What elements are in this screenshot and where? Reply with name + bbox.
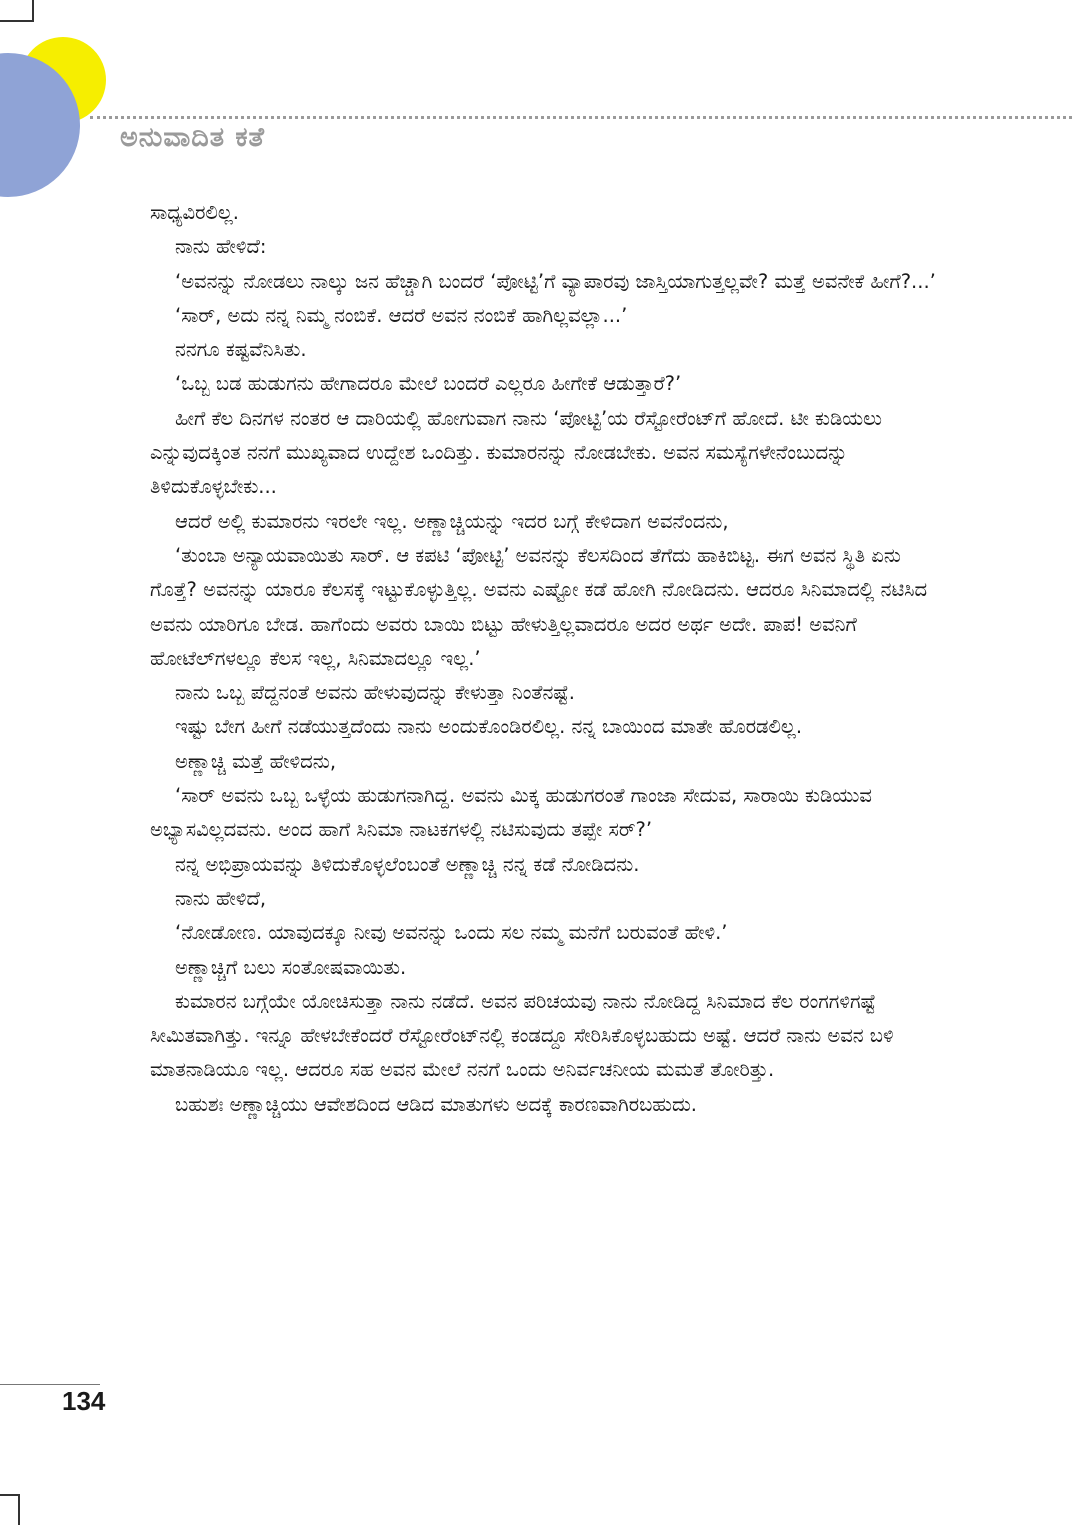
paragraph: ನಾನು ಹೇಳಿದೆ: [175,235,267,259]
paragraph: ‘ಒಬ್ಬ ಬಡ ಹುಡುಗನು ಹೇಗಾದರೂ ಮೇಲೆ ಬಂದರೆ ಎಲ್ಲರೂ ಹೀಗೇಕೆ ಆಡುತ್ತಾರೆ?’ [175,372,682,396]
section-title: ಅನುವಾದಿತ ಕತೆ [120,122,265,153]
page-number: 134 [62,1386,106,1416]
crop-mark-bottom-left-vertical [18,1494,20,1525]
paragraph: ಬಹುಶಃ ಅಣ್ಣಾಚ್ಚಿಯು ಆವೇಶದಿಂದ ಆಡಿದ ಮಾತುಗಳು ಅದಕ್ಕೆ ಕಾರಣವಾಗಿರಬಹುದು. [175,1092,697,1116]
paragraph: ಸಾಧ್ಯವಿರಲಿಲ್ಲ. [150,201,239,224]
paragraph: ‘ತುಂಬಾ ಅನ್ಯಾಯವಾಯಿತು ಸಾರ್. ಆ ಕಪಟಿ ‘ಪೋಟ್ಟಿ’ ಅವನನ್ನು ಕೆಲಸದಿಂದ ತೆಗೆದು ಹಾಕಿಬಿಟ್ಟ. ಈಗ ಅವನ ಸ್ಥಿತಿ ಏನು ಗೊತ್ತೆ? ಅವನನ್ನು ಯಾರೂ ಕೆಲಸಕ್ಕೆ ಇಟ್ಟುಕೊಳ್ಳುತ್ತಿಲ್ಲ. ಅವನು ಎಷ್ಟೋ ಕಡೆ ಹೋಗಿ ನೋಡಿದನು. ಆದರೂ ಸಿನಿಮಾದಲ್ಲಿ ನಟಿಸಿದ ಅವನು ಯಾರಿಗೂ ಬೇಡ. ಹಾಗೆಂದು ಅವರು ಬಾಯಿ ಬಿಟ್ಟು ಹೇಳುತ್ತಿಲ್ಲವಾದರೂ ಅದರ ಅರ್ಥ ಅದೇ. ಪಾಪ! ಅವನಿಗೆ ಹೋಟೆಲ್‌ಗಳಲ್ಲೂ ಕೆಲಸ ಇಲ್ಲ, ಸಿನಿಮಾದಲ್ಲೂ ಇಲ್ಲ.’ [150,543,928,670]
footer-rule [0,1384,100,1385]
paragraph: ನನ್ನ ಅಭಿಪ್ರಾಯವನ್ನು ತಿಳಿದುಕೊಳ್ಳಲೆಂಬಂತೆ ಅಣ್ಣಾಚ್ಚಿ ನನ್ನ ಕಡೆ ನೋಡಿದನು. [175,852,640,876]
paragraph: ‘ಸಾರ್ ಅವನು ಒಬ್ಬ ಒಳ್ಳೆಯ ಹುಡುಗನಾಗಿದ್ದ. ಅವನು ಮಿಕ್ಕ ಹುಡುಗರಂತೆ ಗಾಂಜಾ ಸೇದುವ, ಸಾರಾಯಿ ಕುಡಿಯುವ ಅಭ್ಯಾಸವಿಲ್ಲದವನು. ಅಂದ ಹಾಗೆ ಸಿನಿಮಾ ನಾಟಕಗಳಲ್ಲಿ ನಟಿಸುವುದು ತಪ್ಪೇ ಸರ್?’ [150,784,872,842]
paragraph: ಆದರೆ ಅಲ್ಲಿ ಕುಮಾರನು ಇರಲೇ ಇಲ್ಲ. ಅಣ್ಣಾಚ್ಚಿಯನ್ನು ಇದರ ಬಗ್ಗೆ ಕೇಳಿದಾಗ ಅವನೆಂದನು, [175,509,729,533]
paragraph: ನಾನು ಒಬ್ಬ ಪೆದ್ದನಂತೆ ಅವನು ಹೇಳುವುದನ್ನು ಕೇಳುತ್ತಾ ನಿಂತೆನಷ್ಟೆ. [175,681,575,705]
paragraph: ‘ಸಾರ್, ಅದು ನನ್ನ ನಿಮ್ಮ ನಂಬಿಕೆ. ಆದರೆ ಅವನ ನಂಬಿಕೆ ಹಾಗಿಲ್ಲವಲ್ಲಾ...’ [175,303,628,327]
decorative-circles [0,0,120,200]
paragraph: ಹೀಗೆ ಕೆಲ ದಿನಗಳ ನಂತರ ಆ ದಾರಿಯಲ್ಲಿ ಹೋಗುವಾಗ ನಾನು ‘ಪೋಟ್ಟಿ’ಯ ರೆಸ್ಟೋರೆಂಟ್‌ಗೆ ಹೋದೆ. ಟೀ ಕುಡಿಯಲು ಎನ್ನುವುದಕ್ಕಿಂತ ನನಗೆ ಮುಖ್ಯವಾದ ಉದ್ದೇಶ ಒಂದಿತ್ತು. ಕುಮಾರನನ್ನು ನೋಡಬೇಕು. ಅವನ ಸಮಸ್ಯೆಗಳೇನೆಂಬುದನ್ನು ತಿಳಿದುಕೊಳ್ಳಬೇಕು... [150,406,883,499]
paragraph: ನಾನು ಹೇಳಿದೆ, [175,886,267,910]
paragraph: ಕುಮಾರನ ಬಗ್ಗೆಯೇ ಯೋಚಿಸುತ್ತಾ ನಾನು ನಡೆದೆ. ಅವನ ಪರಿಚಯವು ನಾನು ನೋಡಿದ್ದ ಸಿನಿಮಾದ ಕೆಲ ರಂಗಗಳಿಗಷ್ಟೆ ಸೀಮಿತವಾಗಿತ್ತು. ಇನ್ನೂ ಹೇಳಬೇಕೆಂದರೆ ರೆಸ್ಟೋರೆಂಟ್‌ನಲ್ಲಿ ಕಂಡದ್ದೂ ಸೇರಿಸಿಕೊಳ್ಳಬಹುದು ಅಷ್ಟೆ. ಆದರೆ ನಾನು ಅವನ ಬಳಿ ಮಾತನಾಡಿಯೂ ಇಲ್ಲ. ಆದರೂ ಸಹ ಅವನ ಮೇಲೆ ನನಗೆ ಒಂದು ಅನಿರ್ವಚನೀಯ ಮಮತೆ ತೋರಿತ್ತು. [150,989,894,1082]
story-body [150,196,940,1122]
paragraph: ಅಣ್ಣಾಚ್ಚಿ ಮತ್ತೆ ಹೇಳಿದನು, [175,749,337,773]
header-dotted-rule [90,116,1072,119]
paragraph: ಅಣ್ಣಾಚ್ಚಿಗೆ ಬಲು ಸಂತೋಷವಾಯಿತು. [175,955,407,979]
paragraph: ‘ಅವನನ್ನು ನೋಡಲು ನಾಲ್ಕು ಜನ ಹೆಚ್ಚಾಗಿ ಬಂದರೆ ‘ಪೋಟ್ಟಿ’ಗೆ ವ್ಯಾಪಾರವು ಜಾಸ್ತಿಯಾಗುತ್ತಲ್ಲವೇ? ಮತ್ತೆ ಅವನೇಕೆ ಹೀಗೆ?...’ [175,269,936,293]
paragraph: ನನಗೂ ಕಷ್ಟವೆನಿಸಿತು. [175,338,307,362]
paragraph: ಇಷ್ಟು ಬೇಗ ಹೀಗೆ ನಡೆಯುತ್ತದೆಂದು ನಾನು ಅಂದುಕೊಂಡಿರಲಿಲ್ಲ. ನನ್ನ ಬಾಯಿಂದ ಮಾತೇ ಹೊರಡಲಿಲ್ಲ. [175,715,803,739]
paragraph: ‘ನೋಡೋಣ. ಯಾವುದಕ್ಕೂ ನೀವು ಅವನನ್ನು ಒಂದು ಸಲ ನಮ್ಮ ಮನೆಗೆ ಬರುವಂತೆ ಹೇಳಿ.’ [175,921,728,945]
crop-mark-bottom-left-horizontal [0,1494,20,1496]
